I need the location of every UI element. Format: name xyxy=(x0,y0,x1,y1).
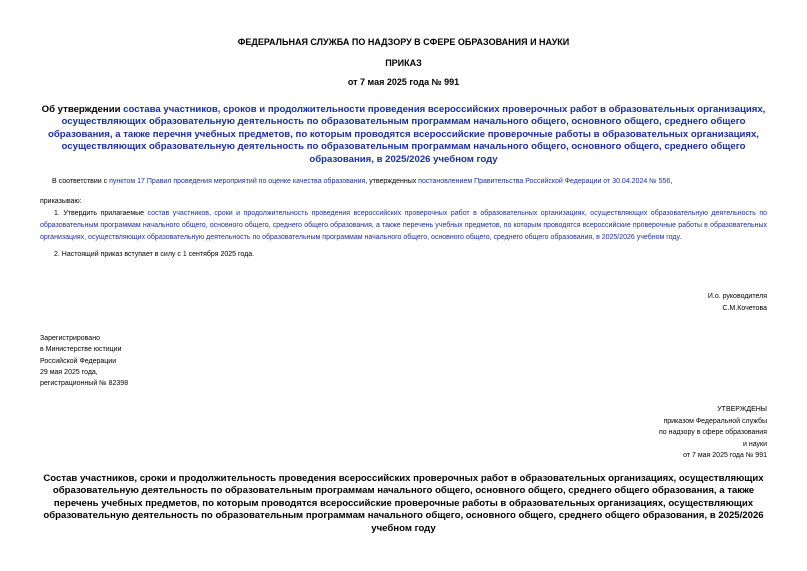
intro-paragraph xyxy=(52,176,772,188)
document-title xyxy=(30,104,777,166)
rules-link[interactable]: пунктом 17 Правил проведения мероприятий по оценке качества образования xyxy=(109,178,366,185)
registration-line: 29 мая 2025 года, xyxy=(40,368,98,376)
item1-link[interactable]: состав участников, сроки и продолжительность проведения всероссийских проверочных работ в образовательных организациях, осуществляющих образовательную деятельность по образовательным программам начального общего, основного общего, среднего общего образования, а также перечень учебных предметов, по которым проводятся всероссийские проверочные работы в образовательных организациях, осуществляющих образовательную деятельность по образовательным программам начального общего, основного общего, среднего общего образования, в 2025/2026 учебном году xyxy=(40,210,767,241)
document-type: ПРИКАЗ xyxy=(385,58,422,68)
registration-block xyxy=(40,333,128,389)
resolution-link[interactable]: постановлением Правительства Российской Федерации от 30.04.2024 № 556 xyxy=(418,178,671,185)
approved-line: и науки xyxy=(742,440,767,448)
approved-line: от 7 мая 2025 года № 991 xyxy=(683,452,767,459)
approved-line: приказом Федеральной службы xyxy=(663,417,767,425)
registration-line: в Министерстве юстиции xyxy=(40,346,122,354)
approved-line: УТВЕРЖДЕНЫ xyxy=(717,406,767,413)
title-link[interactable]: состава участников, сроков и продолжительности проведения всероссийских проверочных работ в образовательных организациях, осуществляющих образовательную деятельность по образовательным программам начального общего, основного общего, среднего общего образования, а также перечня учебных предметов, по которым проводятся всероссийские проверочные работы в образовательных организациях, осуществляющих образовательную деятельность по образовательным программам начального общего, основного общего, среднего общего образования, в 2025/2026 учебном году xyxy=(48,104,766,165)
annex-title: Состав участников, сроки и продолжительность проведения всероссийских проверочных работ в образовательных организациях, осуществляющих образовательную деятельность по образовательным программам начального общего, основного общего, среднего общего образования, а также перечень учебных предметов, по которым проводятся всероссийские проверочные работы в образовательных организациях, осуществляющих образовательную деятельность по образовательным программам начального общего, основного общего, среднего общего образования, в 2025/2026 учебном году xyxy=(43,473,764,534)
intro-text-3: , xyxy=(670,178,673,185)
order-item-2: 2. Настоящий приказ вступает в силу с 1 сентября 2025 года. xyxy=(54,251,255,258)
registration-line: Российской Федерации xyxy=(40,357,117,365)
registration-line: регистрационный № 82398 xyxy=(40,380,129,388)
intro-text-2: , утвержденных xyxy=(365,178,419,185)
agency-name: ФЕДЕРАЛЬНАЯ СЛУЖБА ПО НАДЗОРУ В СФЕРЕ ОБРАЗОВАНИЯ И НАУКИ xyxy=(237,37,570,47)
title-prefix: Об утверждении xyxy=(41,104,124,115)
signature-block xyxy=(708,291,767,314)
document-date-number: от 7 мая 2025 года № 991 xyxy=(347,77,460,87)
signature-name: С.М.Кочетова xyxy=(722,304,767,312)
order-item-1 xyxy=(40,208,767,243)
item1-suffix: . xyxy=(679,233,682,241)
approved-block xyxy=(659,404,767,462)
intro-text-1: В соответствии с xyxy=(52,178,110,185)
approved-line: по надзору в сфере образования xyxy=(658,429,767,436)
item1-prefix: 1. Утвердить прилагаемые xyxy=(54,210,148,217)
orders-word: приказываю: xyxy=(40,198,82,205)
registration-line: Зарегистрировано xyxy=(40,335,100,342)
signature-position: И.о. руководителя xyxy=(707,293,767,300)
